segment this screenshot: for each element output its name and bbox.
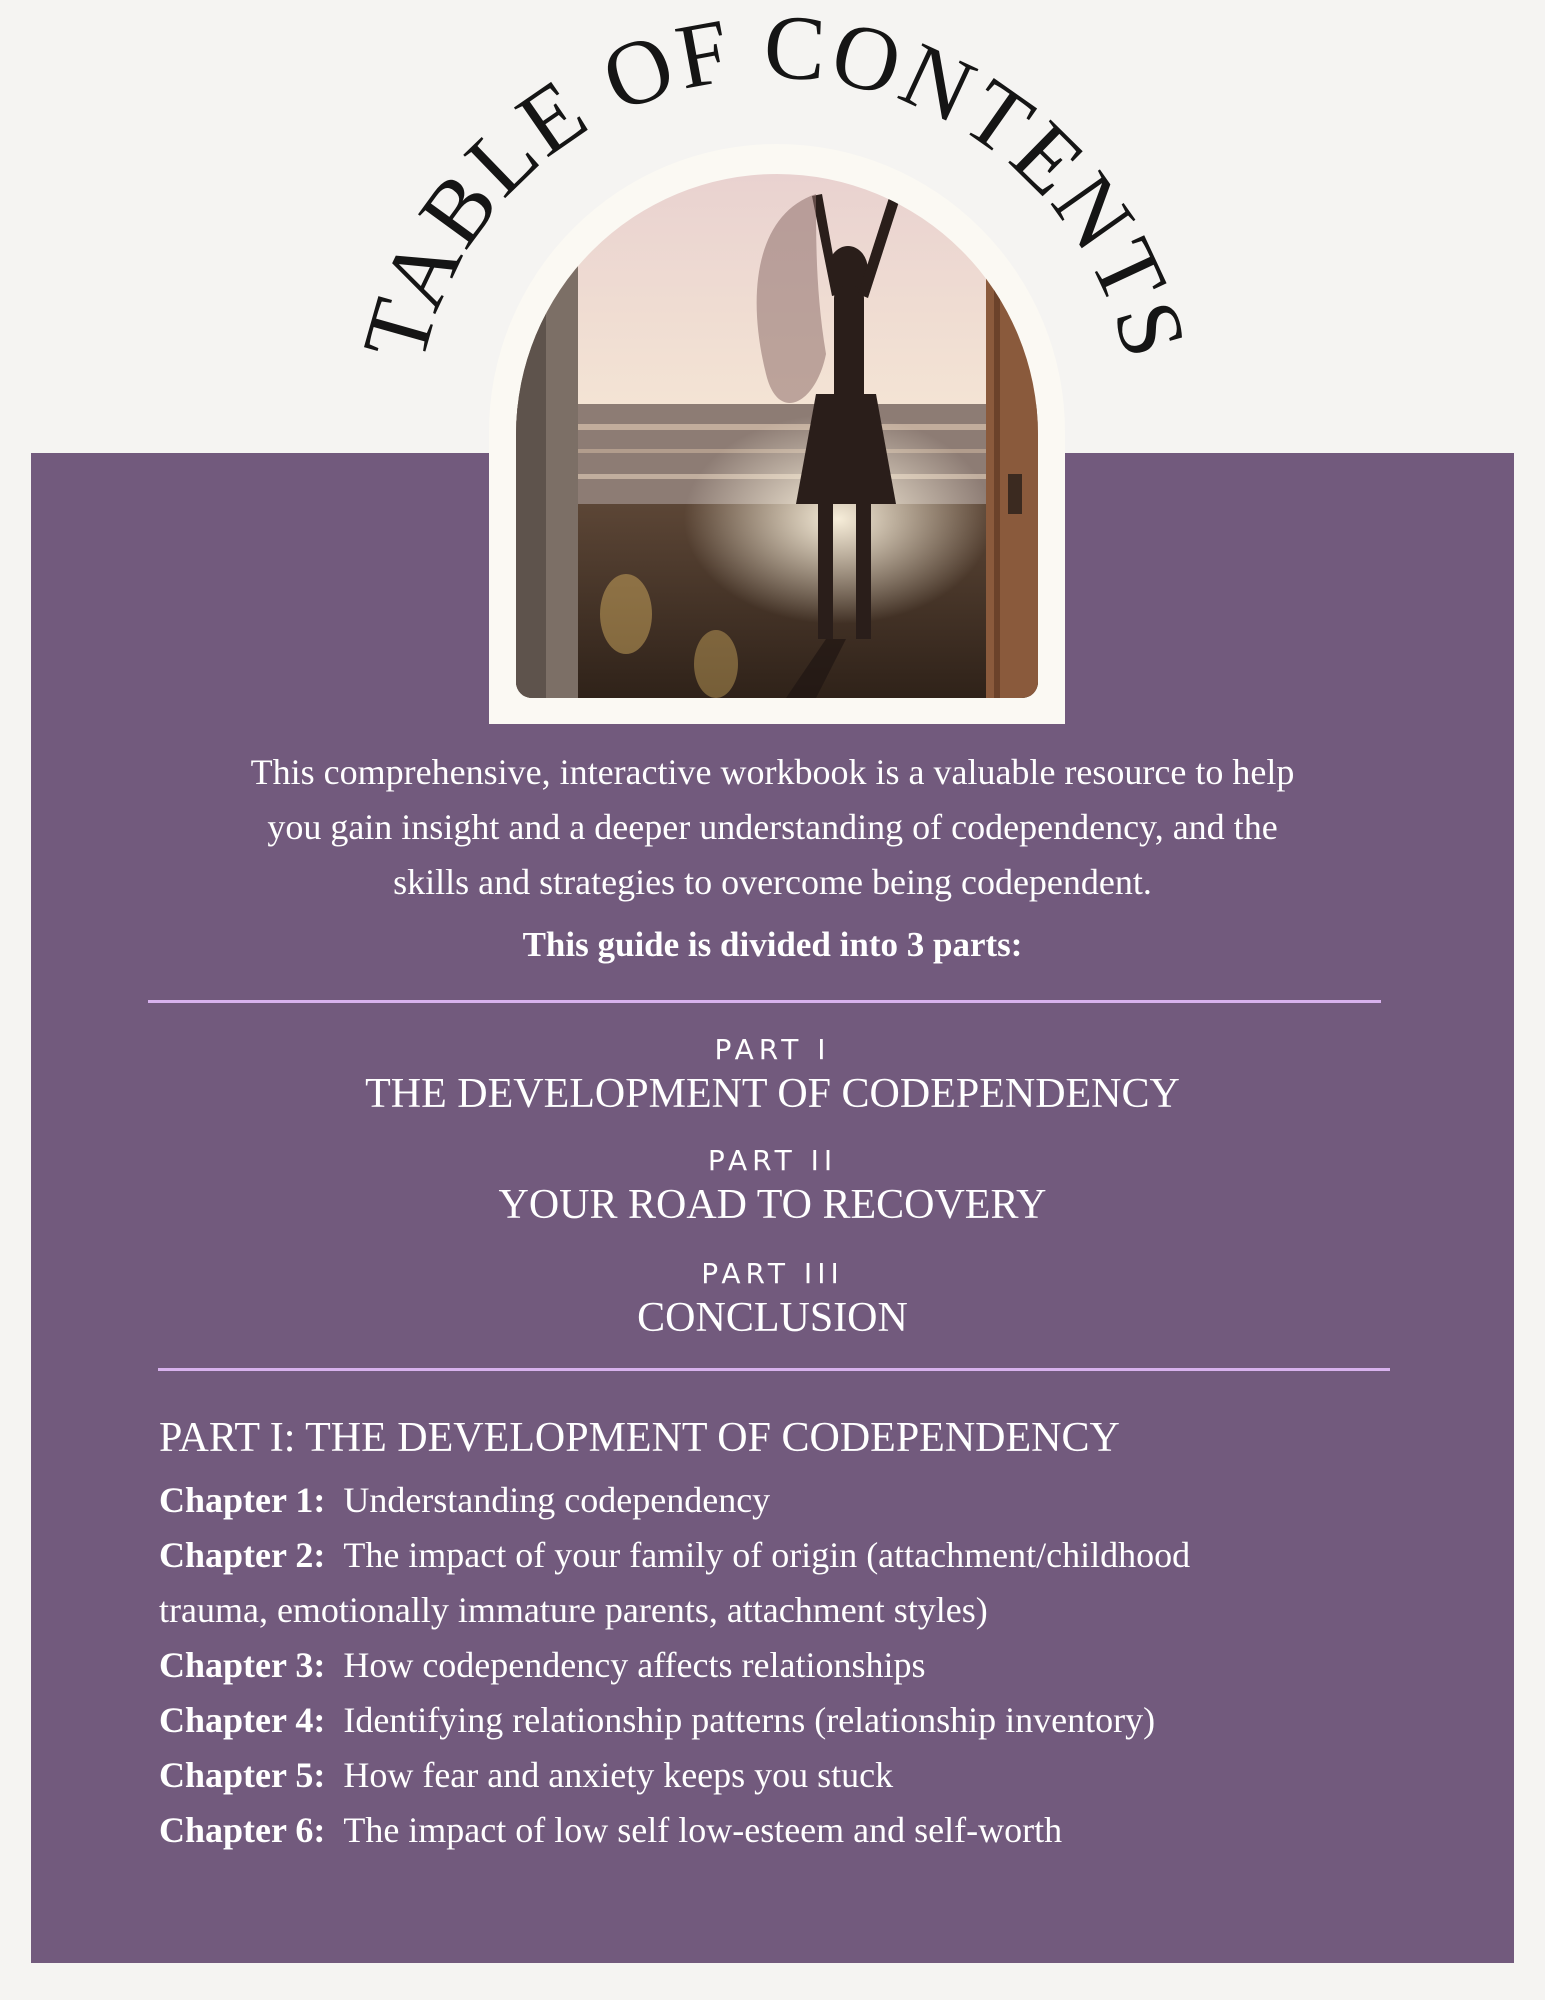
part-3-title: CONCLUSION (637, 1295, 908, 1341)
toc-heading: PART I: THE DEVELOPMENT OF CODEPENDENCY (159, 1415, 1120, 1461)
chapter-label: Chapter 6: (159, 1810, 326, 1850)
chapter-title: The impact of low self low-esteem and self-worth (343, 1810, 1063, 1850)
part-2-label: PART II (707, 1144, 838, 1177)
chapter-label: Chapter 2: (159, 1535, 326, 1575)
intro-line: you gain insight and a deeper understanding of codependency, and the (267, 807, 1278, 847)
chapter-label: Chapter 4: (159, 1700, 326, 1740)
chapter-label: Chapter 5: (159, 1755, 326, 1795)
intro-line: This comprehensive, interactive workbook is a valuable resource to help (250, 752, 1295, 792)
chapter-title: How codependency affects relationships (343, 1645, 926, 1685)
part-1-title: THE DEVELOPMENT OF CODEPENDENCY (365, 1071, 1180, 1117)
chapter-4[interactable] (159, 1693, 1409, 1748)
chapter-1[interactable] (159, 1473, 1409, 1528)
chapter-title-continued: trauma, emotionally immature parents, attachment styles) (159, 1590, 988, 1630)
chapter-title: How fear and anxiety keeps you stuck (343, 1755, 894, 1795)
parts-intro: This guide is divided into 3 parts: (522, 925, 1023, 964)
chapter-3[interactable] (159, 1638, 1409, 1693)
chapter-label: Chapter 3: (159, 1645, 326, 1685)
chapter-6[interactable] (159, 1803, 1409, 1858)
part-1-chapter-list (159, 1411, 1409, 1858)
chapter-title: Understanding codependency (343, 1480, 771, 1520)
chapter-title: Identifying relationship patterns (relationship inventory) (343, 1700, 1156, 1740)
divider-top (148, 1000, 1381, 1003)
intro-line: skills and strategies to overcome being codependent. (393, 862, 1152, 902)
chapter-2[interactable] (159, 1528, 1409, 1638)
page-title: TABLE OF CONTENTS (342, 0, 1208, 371)
woman-on-beach-doorway-photo (516, 174, 1038, 698)
part-3-label: PART III (701, 1257, 844, 1290)
chapter-label: Chapter 1: (159, 1480, 326, 1520)
part-2-title: YOUR ROAD TO RECOVERY (498, 1182, 1047, 1228)
chapter-title: The impact of your family of origin (attachment/childhood (343, 1535, 1191, 1575)
divider-bottom (158, 1368, 1390, 1371)
chapter-5[interactable] (159, 1748, 1409, 1803)
part-1-label: PART I (714, 1033, 831, 1066)
intro-paragraph (130, 745, 1415, 910)
